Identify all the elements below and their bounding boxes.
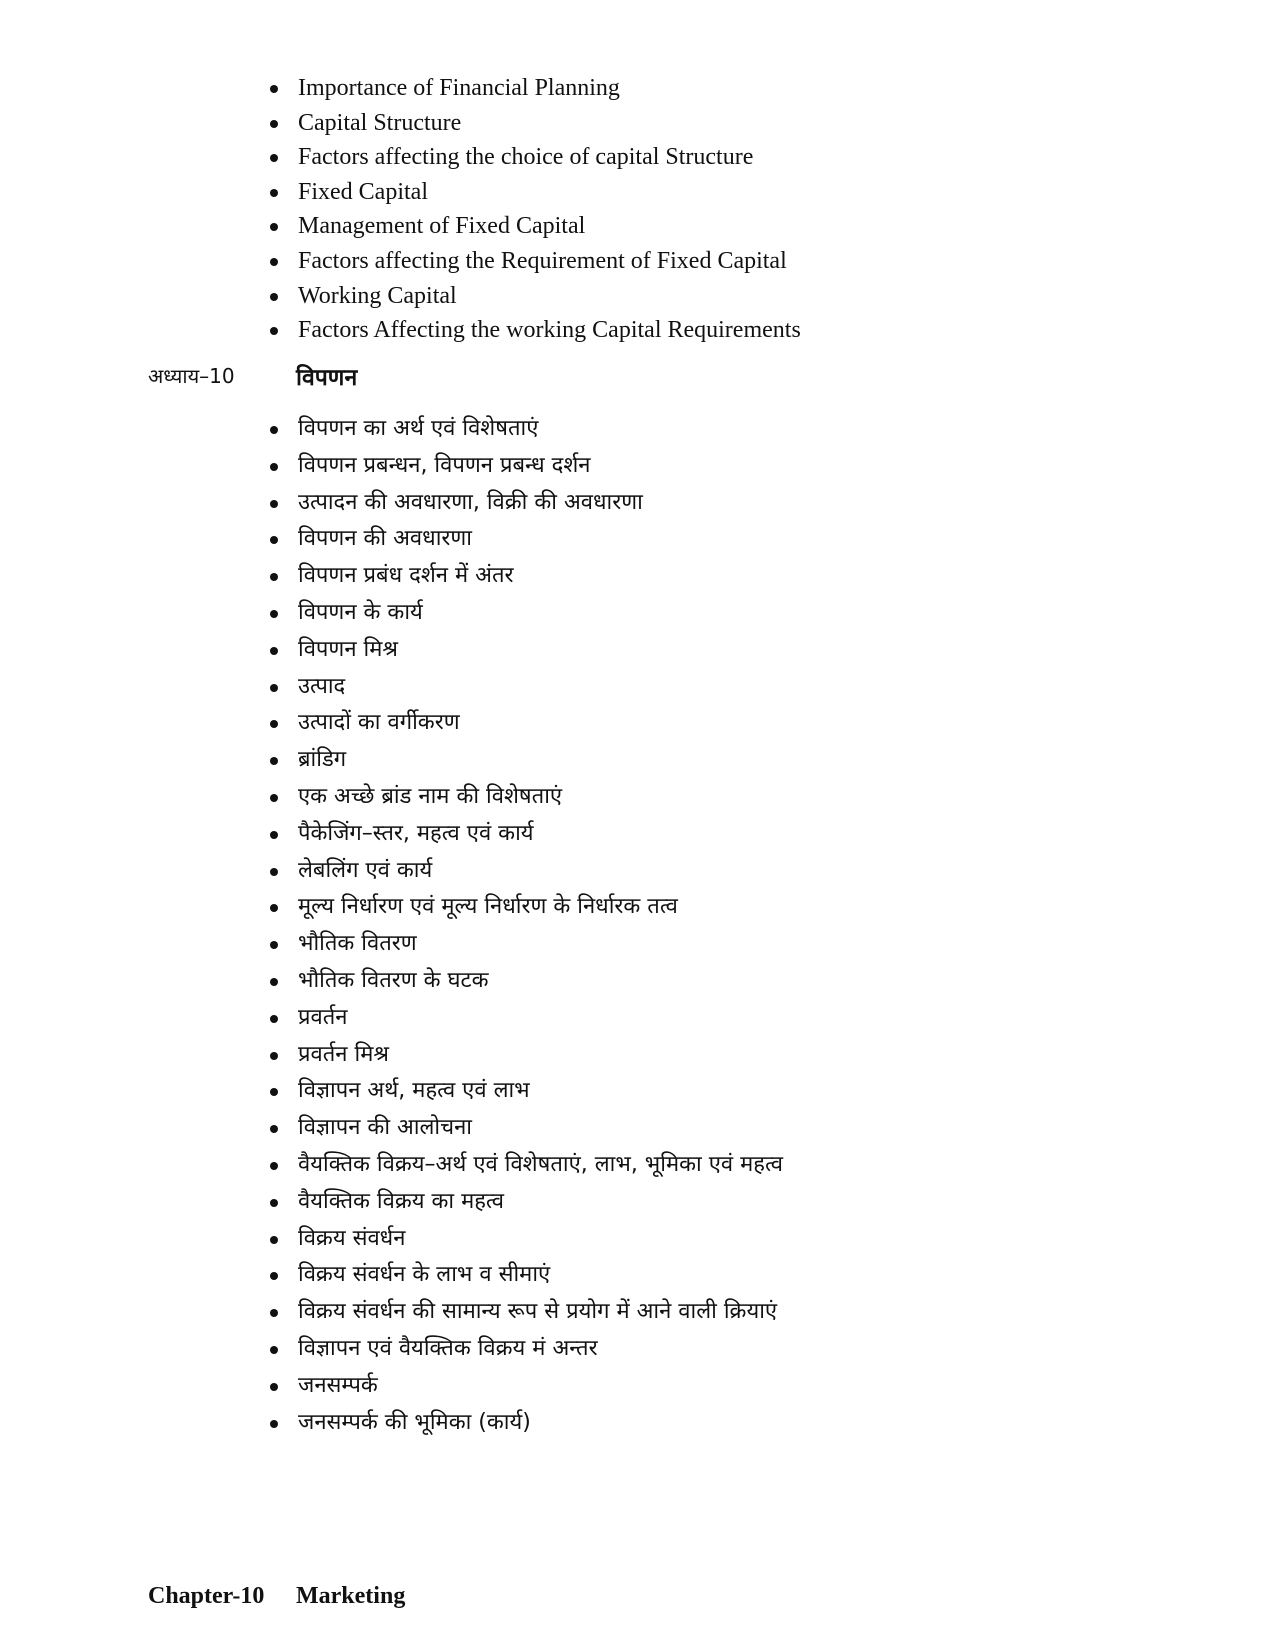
topic-text: वैयक्तिक विक्रय का महत्व xyxy=(298,1188,504,1214)
bullet-icon xyxy=(270,85,278,93)
list-item xyxy=(262,853,783,890)
topic-text: विक्रय संवर्धन की सामान्य रूप से प्रयोग में आने वाली क्रियाएं xyxy=(298,1299,778,1325)
bullet-icon xyxy=(270,426,278,434)
topic-text: वैयक्तिक विक्रय–अर्थ एवं विशेषताएं, लाभ, भूमिका एवं महत्व xyxy=(298,1151,784,1177)
bullet-icon xyxy=(270,573,278,581)
list-item xyxy=(262,963,783,1000)
bullet-icon xyxy=(270,1015,278,1023)
list-item xyxy=(262,926,783,963)
topic-text: ब्रांडिग xyxy=(298,747,347,773)
topic-text: लेबलिंग एवं कार्य xyxy=(298,857,433,883)
list-item xyxy=(262,1000,783,1037)
bullet-icon xyxy=(270,610,278,618)
list-item xyxy=(262,889,783,926)
list-item xyxy=(262,1405,783,1442)
bullet-icon xyxy=(270,293,278,301)
list-item xyxy=(262,558,783,595)
bullet-icon xyxy=(270,154,278,162)
topic-text: Working Capital xyxy=(298,282,457,309)
bullet-icon xyxy=(270,189,278,197)
bullet-icon xyxy=(270,904,278,912)
list-item xyxy=(262,411,783,448)
bullet-icon xyxy=(270,258,278,266)
list-item xyxy=(262,595,783,632)
list-item xyxy=(262,1294,783,1331)
topic-text: पैकेजिंग–स्तर, महत्व एवं कार्य xyxy=(298,820,534,846)
list-item xyxy=(262,279,801,314)
topic-text: विज्ञापन अर्थ, महत्व एवं लाभ xyxy=(298,1078,530,1104)
list-item xyxy=(262,1331,783,1368)
list-item xyxy=(262,1037,783,1074)
list-item xyxy=(262,1184,783,1221)
list-item xyxy=(262,1221,783,1258)
topic-text: Management of Fixed Capital xyxy=(298,213,586,240)
topic-text: प्रवर्तन मिश्र xyxy=(298,1041,389,1067)
list-item xyxy=(262,1110,783,1147)
topic-text: Capital Structure xyxy=(298,109,462,136)
topic-text: विज्ञापन एवं वैयक्तिक विक्रय मं अन्तर xyxy=(298,1335,598,1361)
bullet-icon xyxy=(270,1052,278,1060)
chapter-heading-hindi xyxy=(148,362,358,391)
list-item xyxy=(262,209,801,244)
bullet-icon xyxy=(270,120,278,128)
topic-text: प्रवर्तन xyxy=(298,1004,348,1030)
bullet-icon xyxy=(270,463,278,471)
list-item xyxy=(262,669,783,706)
topic-text: विपणन प्रबंध दर्शन में अंतर xyxy=(298,563,514,589)
bullet-icon xyxy=(270,536,278,544)
bullet-icon xyxy=(270,757,278,765)
topic-text: विक्रय संवर्धन के लाभ व सीमाएं xyxy=(298,1262,551,1288)
bullet-icon xyxy=(270,327,278,335)
chapter-number: Chapter-10 xyxy=(148,1583,265,1609)
list-item xyxy=(262,1257,783,1294)
topic-text: Fixed Capital xyxy=(298,178,428,205)
topic-text: Importance of Financial Planning xyxy=(298,75,620,101)
list-item xyxy=(262,705,783,742)
bullet-icon xyxy=(270,500,278,508)
marketing-topic-list xyxy=(262,411,783,1441)
bullet-icon xyxy=(270,1125,278,1133)
bullet-icon xyxy=(270,978,278,986)
topic-text: उत्पाद xyxy=(298,673,346,699)
list-item xyxy=(262,1368,783,1405)
list-item xyxy=(262,816,783,853)
chapter-title: विपणन xyxy=(296,365,358,391)
bullet-icon xyxy=(270,1236,278,1244)
bullet-icon xyxy=(270,868,278,876)
topic-text: भौतिक वितरण के घटक xyxy=(298,967,489,993)
topic-text: विपणन प्रबन्धन, विपणन प्रबन्ध दर्शन xyxy=(298,452,591,478)
bullet-icon xyxy=(270,1309,278,1317)
bullet-icon xyxy=(270,1162,278,1170)
list-item xyxy=(262,779,783,816)
bullet-icon xyxy=(270,1346,278,1354)
topic-text: Factors affecting the choice of capital Structure xyxy=(298,144,754,171)
bullet-icon xyxy=(270,223,278,231)
list-item xyxy=(262,106,801,141)
bullet-icon xyxy=(270,684,278,692)
list-item xyxy=(262,71,801,106)
topic-text: Factors Affecting the working Capital Requirements xyxy=(298,317,801,344)
bullet-icon xyxy=(270,941,278,949)
list-item xyxy=(262,140,801,175)
list-item xyxy=(262,1073,783,1110)
bullet-icon xyxy=(270,647,278,655)
chapter-heading-english xyxy=(148,1583,406,1610)
topic-text: विपणन के कार्य xyxy=(298,599,423,625)
topic-text: भौतिक वितरण xyxy=(298,931,417,957)
topic-text: जनसम्पर्क xyxy=(298,1372,378,1398)
topic-text: मूल्य निर्धारण एवं मूल्य निर्धारण के निर्धारक तत्व xyxy=(298,894,678,920)
topic-text: विज्ञापन की आलोचना xyxy=(298,1115,472,1141)
list-item xyxy=(262,244,801,279)
topic-text: विपणन की अवधारणा xyxy=(298,526,472,552)
chapter-title: Marketing xyxy=(296,1583,406,1609)
list-item xyxy=(262,1147,783,1184)
topic-text: Factors affecting the Requirement of Fixed Capital xyxy=(298,247,787,274)
bullet-icon xyxy=(270,831,278,839)
list-item xyxy=(262,632,783,669)
bullet-icon xyxy=(270,794,278,802)
topic-text: विपणन मिश्र xyxy=(298,636,398,662)
bullet-icon xyxy=(270,1088,278,1096)
list-item xyxy=(262,175,801,210)
bullet-icon xyxy=(270,1383,278,1391)
topic-text: जनसम्पर्क की भूमिका (कार्य) xyxy=(298,1409,531,1435)
topic-text: विक्रय संवर्धन xyxy=(298,1225,406,1251)
list-item xyxy=(262,521,783,558)
list-item xyxy=(262,448,783,485)
bullet-icon xyxy=(270,720,278,728)
list-item xyxy=(262,742,783,779)
bullet-icon xyxy=(270,1199,278,1207)
bullet-icon xyxy=(270,1420,278,1428)
bullet-icon xyxy=(270,1272,278,1280)
topic-text: एक अच्छे ब्रांड नाम की विशेषताएं xyxy=(298,783,563,809)
topic-text: उत्पादों का वर्गीकरण xyxy=(298,710,460,736)
list-item xyxy=(262,485,783,522)
finance-topic-list xyxy=(262,71,801,348)
chapter-number: अध्याय–10 xyxy=(148,364,235,388)
topic-text: उत्पादन की अवधारणा, विक्री की अवधारणा xyxy=(298,489,643,515)
list-item xyxy=(262,313,801,348)
topic-text: विपणन का अर्थ एवं विशेषताएं xyxy=(298,416,539,441)
